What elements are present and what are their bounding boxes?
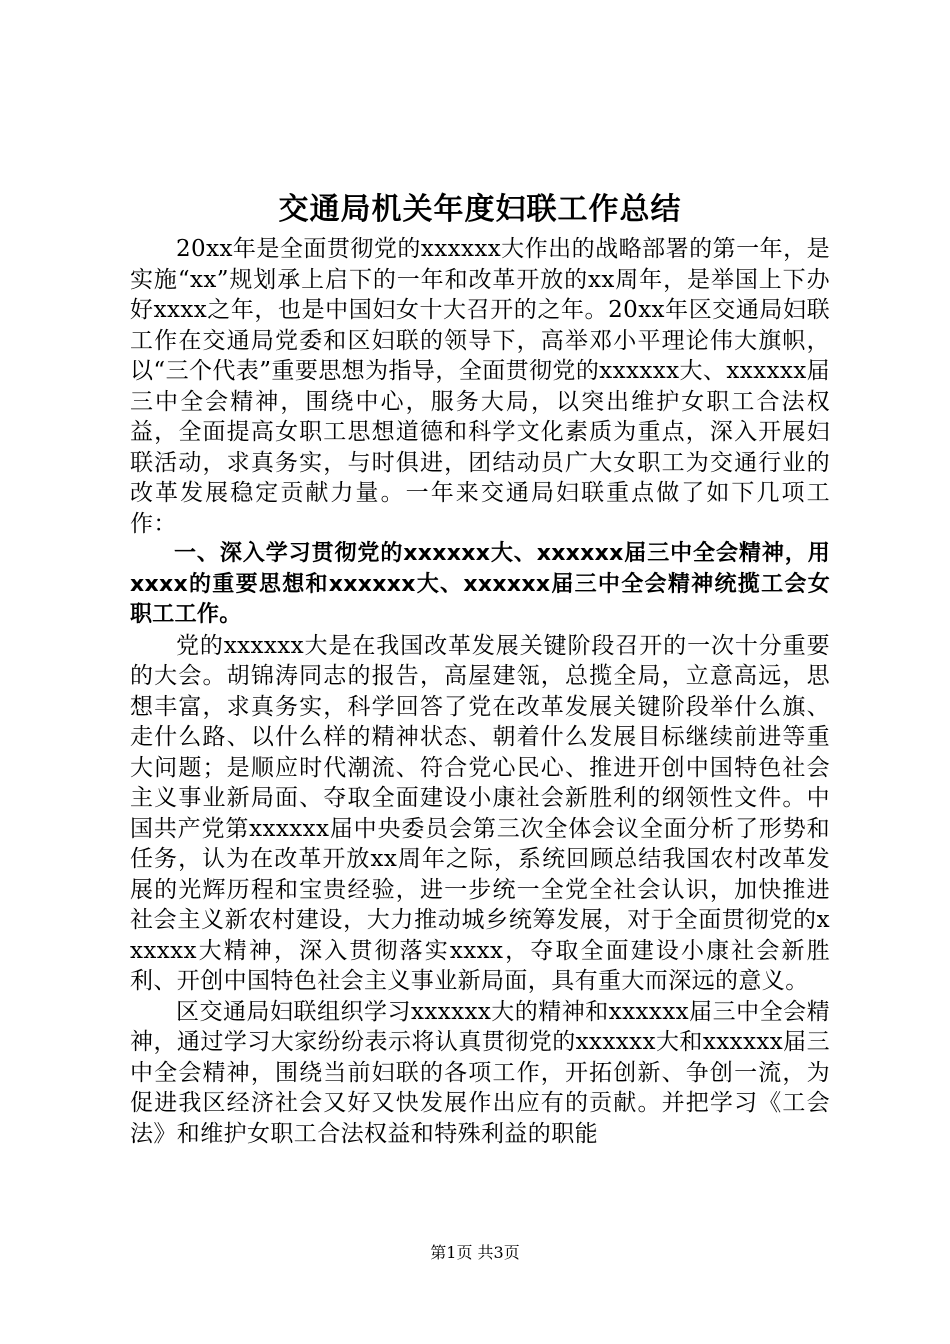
section-heading-1: 一、深入学习贯彻党的xxxxxx大、xxxxxx届三中全会精神，用xxxx的重要思想和xxxxxx大、xxxxxx届三中全会精神统揽工会女职工工作。 [130, 541, 830, 627]
document-body [130, 234, 830, 1149]
page-footer: 第1页 共3页 [430, 1243, 520, 1262]
paragraph-study: 区交通局妇联组织学习xxxxxx大的精神和xxxxxx届三中全会精神，通过学习大家纷纷表示将认真贯彻党的xxxxxx大和xxxxxx届三中全会精神，围绕当前妇联的各项工作，开拓创新、争创一流，为促进我区经济社会又好又快发展作出应有的贡献。并把学习《工会法》和维护女职工合法权益和特殊利益的职能 [130, 998, 830, 1147]
document-title: 交通局机关年度妇联工作总结 [278, 192, 682, 227]
document-page [130, 0, 830, 1149]
paragraph-congress: 党的xxxxxx大是在我国改革发展关键阶段召开的一次十分重要的大会。胡锦涛同志的报告，高屋建瓴，总揽全局，立意高远，思想丰富，求真务实，科学回答了党在改革发展关键阶段举什么旗、走什么路、以什么样的精神状态、朝着什么发展目标继续前进等重大问题；是顺应时代潮流、符合党心民心、推进开创中国特色社会主义事业新局面、夺取全面建设小康社会新胜利的纲领性文件。中国共产党第xxxxxx届中央委员会第三次全体会议全面分析了形势和任务，认为在改革开放xx周年之际，系统回顾总结我国农村改革发展的光辉历程和宝贵经验，进一步统一全党全社会认识，加快推进社会主义新农村建设，大力推动城乡统筹发展，对于全面贯彻党的xxxxxx大精神，深入贯彻落实xxxx，夺取全面建设小康社会新胜利、开创中国特色社会主义事业新局面，具有重大而深远的意义。 [130, 632, 830, 994]
paragraph-intro: 20xx年是全面贯彻党的xxxxxx大作出的战略部署的第一年，是实施“xx”规划承上启下的一年和改革开放的xx周年，是举国上下办好xxxx之年，也是中国妇女十大召开的之年。20xx年区交通局妇联工作在交通局党委和区妇联的领导下，高举邓小平理论伟大旗帜，以“三个代表”重要思想为指导，全面贯彻党的xxxxxx大、xxxxxx届三中全会精神，围绕中心，服务大局，以突出维护女职工合法权益，全面提高女职工思想道德和科学文化素质为重点，深入开展妇联活动，求真务实，与时俱进，团结动员广大女职工为交通行业的改革发展稳定贡献力量。一年来交通局妇联重点做了如下几项工作： [130, 236, 830, 537]
